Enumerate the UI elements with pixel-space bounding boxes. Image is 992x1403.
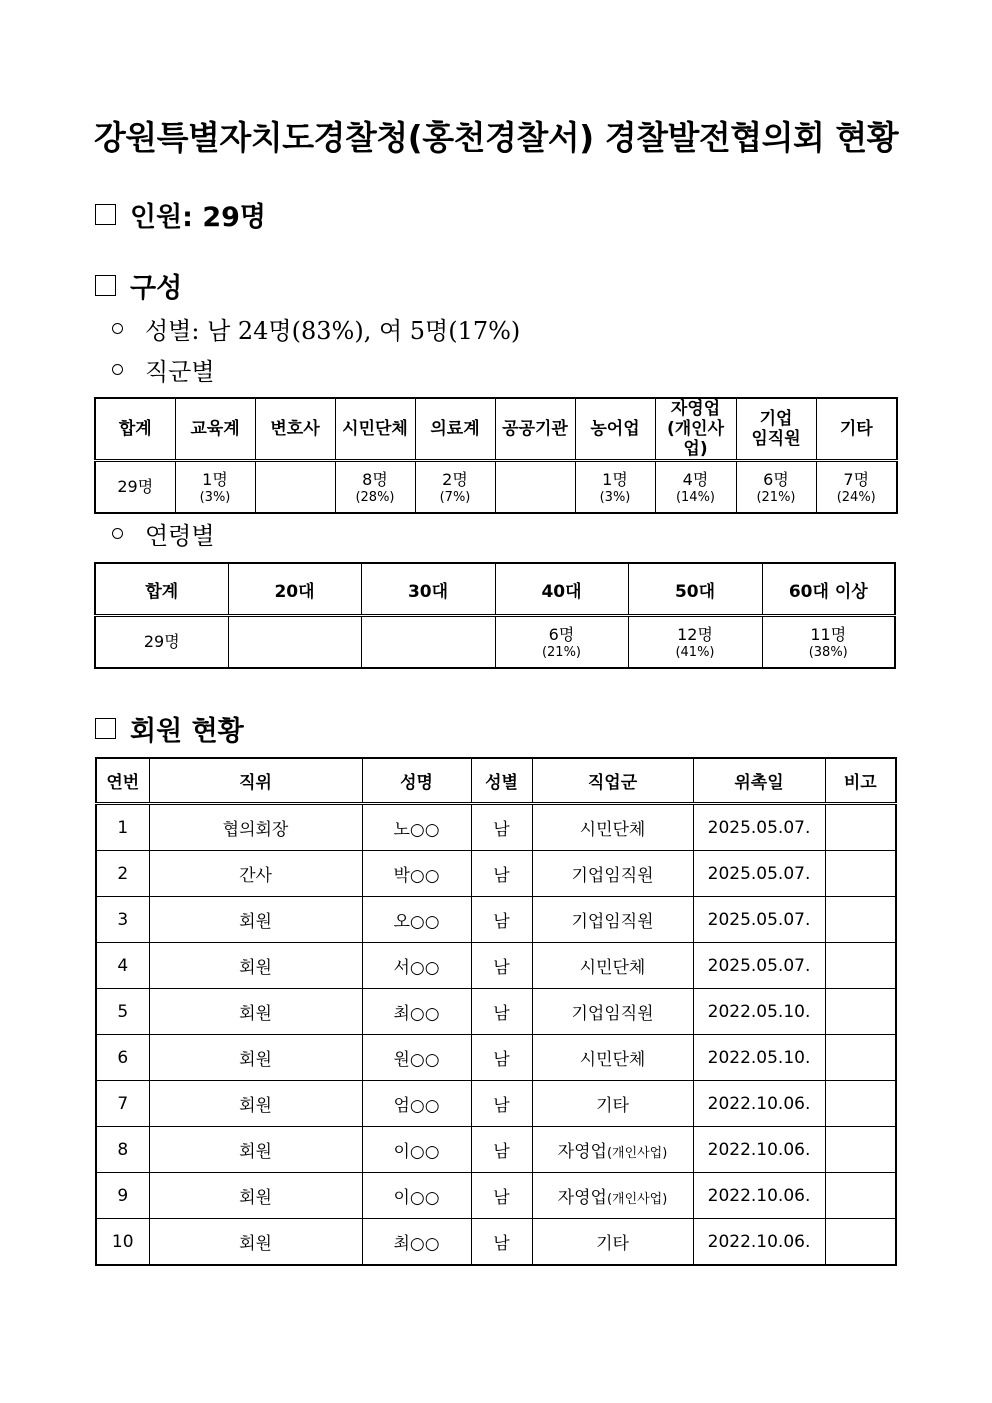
cell-percent: (3%) [199,489,231,505]
cell-percent: (38%) [808,644,848,660]
cell-job-text: 자영업 [557,1188,607,1208]
table-row [96,1127,896,1173]
cell-date-text: 2025.05.07. [707,955,811,976]
cell-count: 7명 [843,469,870,489]
job-cell-civic [335,461,415,514]
cell-name [362,1081,471,1127]
cell-job [532,943,693,989]
age-cell-total [95,616,228,669]
table-row [96,804,896,851]
cell-count: 8명 [362,469,388,489]
section-composition [95,266,182,305]
cell-name [362,851,471,897]
cell-name [362,1127,471,1173]
cell-position [149,1219,362,1266]
cell-job [532,897,693,943]
cell-count: 12명 [677,624,713,644]
section-members [95,709,244,748]
cell-note [825,804,896,851]
cell-position [149,943,362,989]
age-heading: 연령별 [145,522,215,550]
circle-bullet-icon [112,364,123,375]
cell-name-text: 이○○ [393,1188,440,1208]
cell-note [825,989,896,1035]
job-header-education: 교육계 [175,398,255,461]
cell-gender [471,989,532,1035]
cell-position-text: 회원 [239,1142,272,1162]
cell-job-sub-text: (개인사업) [606,1192,668,1207]
cell-note [825,1219,896,1266]
member-header-name: 성명 [362,758,471,804]
job-cell-medical [415,461,495,514]
cell-date [693,943,825,989]
cell-job-text: 자영업 [557,1142,607,1162]
cell-no-text: 2 [117,863,129,884]
cell-job [532,1127,693,1173]
cell-name-text: 원○○ [393,1050,440,1070]
cell-job [532,1219,693,1266]
job-cell-corporate [736,461,816,514]
checkbox-square-icon [95,275,116,296]
cell-name-text: 서○○ [393,958,440,978]
job-header-selfemployed-line1: 자영업 [670,399,721,419]
cell-gender [471,1035,532,1081]
cell-name-text: 엄○○ [393,1096,440,1116]
cell-name-text: 박○○ [393,866,440,886]
checkbox-square-icon [95,204,116,225]
table-row [96,897,896,943]
job-header-medical: 의료계 [415,398,495,461]
job-cell-public [495,461,575,514]
cell-no-text: 1 [117,817,129,838]
cell-position [149,897,362,943]
job-header-corporate-line1: 기업 [759,409,793,429]
cell-no [96,851,149,897]
cell-job-sub-text: (개인사업) [606,1146,668,1161]
job-heading: 직군별 [145,358,215,386]
cell-date [693,1219,825,1266]
cell-no-text: 7 [117,1093,129,1114]
cell-count: 29명 [143,632,180,651]
cell-date-text: 2022.10.06. [707,1139,811,1160]
cell-position [149,1127,362,1173]
checkbox-square-icon [95,718,116,739]
cell-count: 29명 [117,477,154,496]
cell-position [149,804,362,851]
cell-gender-text: 남 [493,1096,510,1116]
age-header-40s: 40대 [495,563,628,616]
cell-no-text: 9 [117,1185,129,1206]
cell-gender [471,1127,532,1173]
cell-date [693,804,825,851]
job-header-selfemployed [655,398,736,461]
circle-bullet-icon [112,323,123,334]
cell-no [96,943,149,989]
job-header-total: 합계 [95,398,175,461]
cell-name [362,1173,471,1219]
cell-no [96,1173,149,1219]
job-cell-total [95,461,175,514]
member-header-gender: 성별 [471,758,532,804]
cell-gender-text: 남 [493,1142,510,1162]
cell-position-text: 회원 [239,912,272,932]
cell-job-text: 기업임직원 [571,1004,654,1024]
cell-no [96,804,149,851]
job-header-lawyer: 변호사 [255,398,335,461]
age-header-60s-plus: 60대 이상 [762,563,895,616]
section-composition-label: 구성 [130,273,183,304]
cell-name-text: 이○○ [393,1142,440,1162]
cell-percent: (41%) [675,644,715,660]
cell-no-text: 4 [117,955,129,976]
age-header-total: 합계 [95,563,228,616]
table-row [96,1081,896,1127]
cell-date [693,1173,825,1219]
cell-date [693,851,825,897]
cell-no-text: 6 [117,1047,129,1068]
circle-bullet-icon [112,528,123,539]
gender-bullet [112,311,520,346]
cell-date-text: 2025.05.07. [707,909,811,930]
table-row [96,1173,896,1219]
job-header-corporate-line2: 임직원 [751,429,801,449]
cell-date [693,1081,825,1127]
age-table [94,562,896,669]
cell-note [825,897,896,943]
cell-no [96,1081,149,1127]
cell-date [693,989,825,1035]
cell-gender-text: 남 [493,958,510,978]
section-members-label: 회원 현황 [130,716,244,747]
cell-date-text: 2025.05.07. [707,863,811,884]
member-header-position: 직위 [149,758,362,804]
cell-name-text: 노○○ [393,820,440,840]
job-cell-education [175,461,255,514]
cell-name-text: 최○○ [393,1234,440,1254]
cell-count: 2명 [442,469,468,489]
gender-text: 성별: 남 24명(83%), 여 5명(17%) [145,317,521,345]
cell-no [96,1035,149,1081]
cell-date [693,1127,825,1173]
cell-percent: (21%) [756,489,796,505]
cell-name [362,989,471,1035]
cell-position-text: 회원 [239,958,272,978]
cell-name [362,1219,471,1266]
cell-count: 11명 [810,624,847,644]
cell-gender [471,804,532,851]
cell-date-text: 2022.10.06. [707,1093,811,1114]
cell-name [362,943,471,989]
cell-position [149,1035,362,1081]
cell-percent: (28%) [355,489,395,505]
job-header-public: 공공기관 [495,398,575,461]
job-bullet [112,352,215,387]
cell-position-text: 회원 [239,1050,272,1070]
cell-gender [471,1173,532,1219]
cell-note [825,1081,896,1127]
cell-gender-text: 남 [493,1004,510,1024]
age-cell-30s [361,616,495,669]
cell-no-text: 10 [111,1231,134,1252]
table-row [96,1035,896,1081]
cell-job-text: 기타 [596,1096,629,1116]
cell-date-text: 2022.05.10. [707,1047,811,1068]
cell-no-text: 3 [117,909,129,930]
cell-count: 1명 [602,469,628,489]
table-row [96,1219,896,1266]
table-row [96,989,896,1035]
cell-job [532,1173,693,1219]
cell-gender [471,943,532,989]
age-cell-20s [228,616,361,669]
section-personnel [95,195,266,234]
cell-job [532,1035,693,1081]
cell-gender-text: 남 [493,1188,510,1208]
age-header-30s: 30대 [361,563,495,616]
cell-date [693,897,825,943]
job-header-selfemployed-line2: (개인사업) [666,419,725,459]
cell-gender [471,897,532,943]
cell-note [825,851,896,897]
cell-gender [471,1081,532,1127]
cell-no [96,1127,149,1173]
job-cell-agriculture [575,461,655,514]
cell-position [149,1081,362,1127]
table-row [96,943,896,989]
cell-gender-text: 남 [493,1050,510,1070]
cell-count: 4명 [682,469,709,489]
cell-job-text: 기업임직원 [571,866,654,886]
cell-note [825,1127,896,1173]
cell-job-text: 기업임직원 [571,912,654,932]
cell-date [693,1035,825,1081]
member-table [95,757,897,1266]
cell-note [825,943,896,989]
cell-percent: (21%) [541,644,582,660]
cell-count: 6명 [763,469,789,489]
job-header-agriculture: 농어업 [575,398,655,461]
cell-position [149,1173,362,1219]
cell-job-text: 시민단체 [579,1050,646,1070]
cell-position-text: 회원 [239,1004,272,1024]
member-header-no: 연번 [96,758,149,804]
cell-job [532,804,693,851]
cell-name [362,1035,471,1081]
cell-gender [471,1219,532,1266]
cell-gender-text: 남 [493,912,510,932]
cell-name-text: 최○○ [393,1004,440,1024]
job-cell-other [816,461,897,514]
cell-percent: (3%) [599,489,631,505]
page-title: 강원특별자치도경찰청(홍천경찰서) 경찰발전협의회 현황 [93,118,899,157]
age-bullet [112,516,215,551]
age-cell-40s [495,616,628,669]
cell-note [825,1035,896,1081]
cell-date-text: 2022.10.06. [707,1185,811,1206]
cell-name [362,897,471,943]
cell-position [149,851,362,897]
cell-gender-text: 남 [493,1234,510,1254]
cell-percent: (24%) [836,489,876,505]
member-header-note: 비고 [825,758,896,804]
cell-job [532,851,693,897]
age-header-50s: 50대 [628,563,762,616]
cell-note [825,1173,896,1219]
cell-no-text: 8 [117,1139,129,1160]
cell-position-text: 회원 [239,1096,272,1116]
cell-count: 1명 [202,469,228,489]
cell-no [96,897,149,943]
job-header-corporate [736,398,816,461]
age-cell-60s-plus [762,616,895,669]
cell-percent: (14%) [675,489,716,505]
age-header-20s: 20대 [228,563,361,616]
cell-percent: (7%) [439,489,471,505]
cell-position-text: 협의회장 [222,820,289,840]
section-personnel-label: 인원: 29명 [130,202,267,233]
cell-job [532,989,693,1035]
cell-no [96,1219,149,1266]
cell-gender-text: 남 [493,820,510,840]
job-header-other: 기타 [816,398,897,461]
cell-no [96,989,149,1035]
cell-date-text: 2022.10.06. [707,1231,811,1252]
job-header-civic: 시민단체 [335,398,415,461]
table-row [96,851,896,897]
age-cell-50s [628,616,762,669]
cell-job [532,1081,693,1127]
cell-name-text: 오○○ [393,912,440,932]
cell-name [362,804,471,851]
cell-job-text: 시민단체 [579,820,646,840]
cell-date-text: 2022.05.10. [707,1001,811,1022]
job-table [94,397,898,514]
cell-job-text: 기타 [596,1234,629,1254]
job-cell-selfemployed [655,461,736,514]
member-header-job: 직업군 [532,758,693,804]
member-header-date: 위촉일 [693,758,825,804]
cell-position [149,989,362,1035]
job-cell-lawyer [255,461,335,514]
cell-position-text: 회원 [239,1188,272,1208]
cell-no-text: 5 [117,1001,129,1022]
cell-gender-text: 남 [493,866,510,886]
cell-position-text: 간사 [239,866,272,886]
cell-gender [471,851,532,897]
cell-count: 6명 [548,624,575,644]
cell-job-text: 시민단체 [579,958,646,978]
cell-position-text: 회원 [239,1234,272,1254]
cell-date-text: 2025.05.07. [707,817,811,838]
